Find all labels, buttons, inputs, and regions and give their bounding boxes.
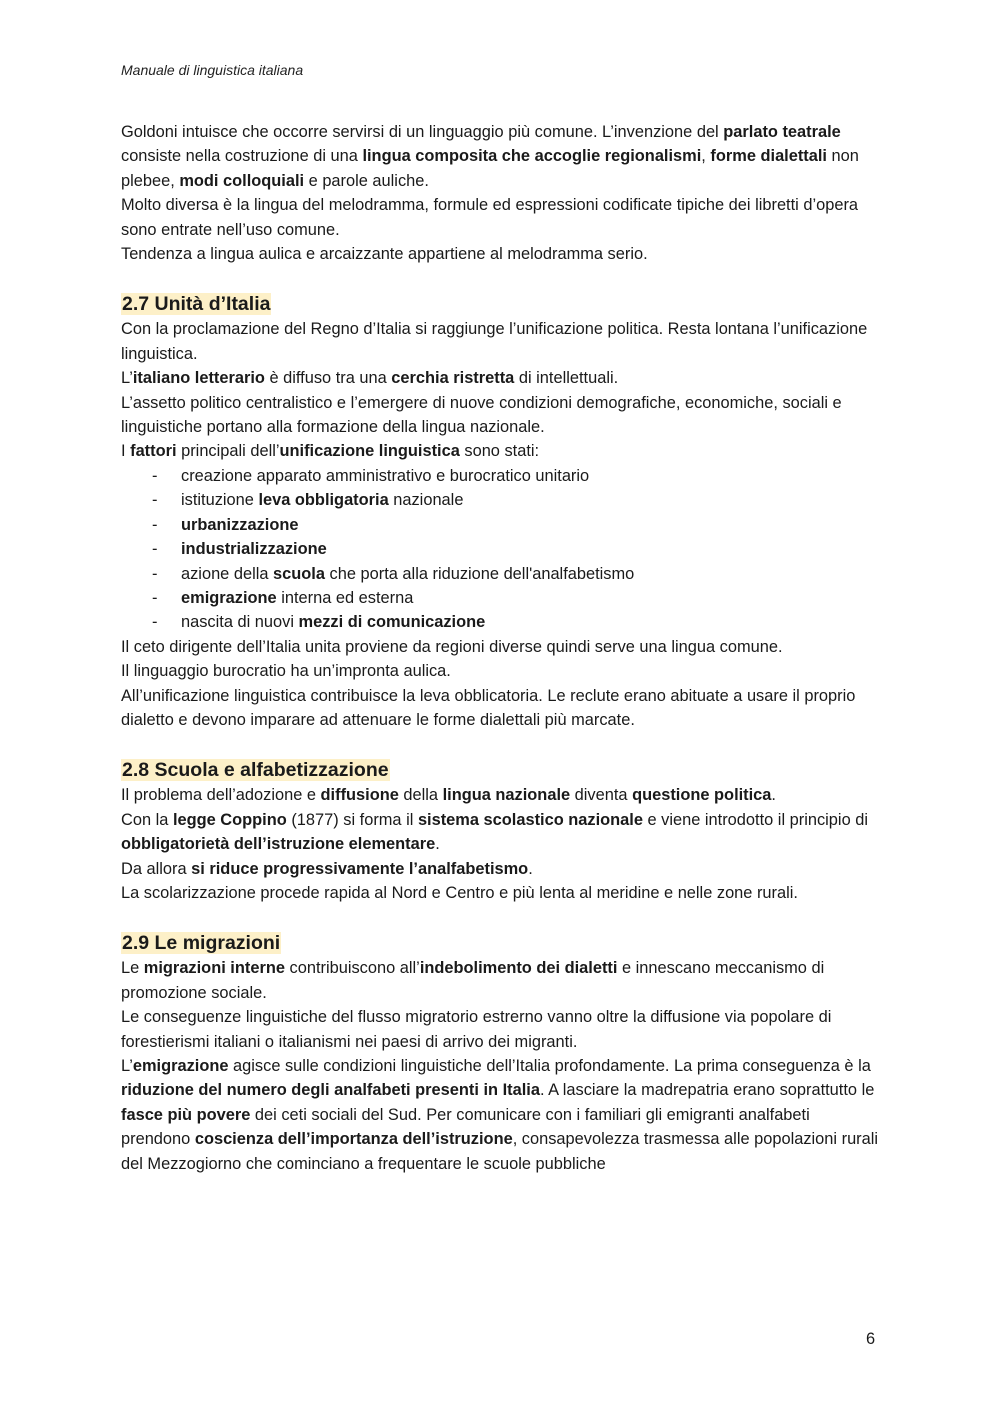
paragraph-migrazioni-interne: Le migrazioni interne contribuiscono all’indebolimento dei dialetti e innescano meccanismo di promozione sociale. xyxy=(121,959,825,1002)
list-item: - urbanizzazione xyxy=(121,513,881,537)
list-item: - nascita di nuovi mezzi di comunicazione xyxy=(121,610,881,634)
list-item: - emigrazione interna ed esterna xyxy=(121,586,881,610)
paragraph-questione-politica: Il problema dell’adozione e diffusione della lingua nazionale diventa questione politica. xyxy=(121,786,776,805)
heading-highlight: 2.9 Le migrazioni xyxy=(122,932,281,955)
paragraph-parlato-teatrale: Goldoni intuisce che occorre servirsi di un linguaggio più comune. L’invenzione del parlato teatrale consiste nella costruzione di una lingua composita che accoglie regionalismi, forme dialettali non plebee, modi colloquiali e parole auliche. xyxy=(121,123,859,190)
list-item: - azione della scuola che porta alla riduzione dell'analfabetismo xyxy=(121,562,881,586)
heading-highlight: 2.8 Scuola e alfabetizzazione xyxy=(122,759,389,782)
list-item: - industrializzazione xyxy=(121,537,881,561)
paragraph-legge-coppino: Con la legge Coppino (1877) si forma il sistema scolastico nazionale e viene introdotto il principio di obbligatorietà dell’istruzione elementare. xyxy=(121,810,868,854)
paragraph-melodramma-serio: Tendenza a lingua aulica e arcaizzante appartiene al melodramma serio. xyxy=(121,245,648,264)
paragraph-fattori: I fattori principali dell’unificazione linguistica sono stati: xyxy=(121,442,540,461)
paragraph-scolarizzazione: La scolarizzazione procede rapida al Nord e Centro e più lenta al meridine e nelle zone rurali. xyxy=(121,883,798,902)
section-heading-scuola xyxy=(121,757,881,783)
section-heading-migrazioni xyxy=(121,930,881,956)
factors-list xyxy=(121,464,881,635)
paragraph-italiano-letterario: L’italiano letterario è diffuso tra una cerchia ristretta di intellettuali. xyxy=(121,369,619,388)
paragraph-flusso-migratorio: Le conseguenze linguistiche del flusso migratorio estrerno vanno oltre la diffusione via popolare di forestierismi italiani o italianismi nei paesi di arrivo dei migranti. xyxy=(121,1008,832,1051)
page-number: 6 xyxy=(866,1330,876,1348)
paragraph-analfabetismo: Da allora si riduce progressivamente l’analfabetismo. xyxy=(121,859,533,878)
paragraph-ceto-dirigente: Il ceto dirigente dell’Italia unita proviene da regioni diverse quindi serve una lingua comune. xyxy=(121,637,783,656)
heading-highlight: 2.7 Unità d’Italia xyxy=(122,293,271,316)
paragraph-assetto-politico: L’assetto politico centralistico e l’emergere di nuove condizioni demografiche, economiche, sociali e linguistiche portano alla formazione della lingua nazionale. xyxy=(121,393,842,437)
paragraph-melodramma: Molto diversa è la lingua del melodramma, formule ed espressioni codificate tipiche dei libretti d’opera sono entrate nell’uso comune. xyxy=(121,196,859,239)
paragraph-leva: All’unificazione linguistica contribuisce la leva obblicatoria. Le reclute erano abituate a usare il proprio dialetto e devono imparare ad attenuare le forme dialettali più marcate. xyxy=(121,686,856,729)
running-header: Manuale di linguistica italiana xyxy=(121,62,304,78)
list-item: - creazione apparato amministrativo e burocratico unitario xyxy=(121,464,881,488)
paragraph-linguaggio-burocratico: Il linguaggio burocratio ha un’impronta aulica. xyxy=(121,662,451,681)
paragraph-emigrazione: L’emigrazione agisce sulle condizioni linguistiche dell’Italia profondamente. La prima conseguenza è la riduzione del numero degli analfabeti presenti in Italia. A lasciare la madrepatria erano soprattutto le fasce più povere dei ceti sociali del Sud. Per comunicare con i familiari gli emigranti analfabeti prendono coscienza dell’importanza dell’istruzione, consapevolezza trasmessa alle popolazioni rurali del Mezzogiorno che cominciano a frequentare le scuole pubbliche xyxy=(121,1057,879,1173)
page-body xyxy=(121,120,881,1176)
paragraph-unificazione-politica: Con la proclamazione del Regno d’Italia si raggiunge l’unificazione politica. Resta lontana l’unificazione linguistica. xyxy=(121,320,868,363)
section-heading-unita-italia xyxy=(121,291,881,317)
list-item: - istituzione leva obbligatoria nazionale xyxy=(121,488,881,512)
